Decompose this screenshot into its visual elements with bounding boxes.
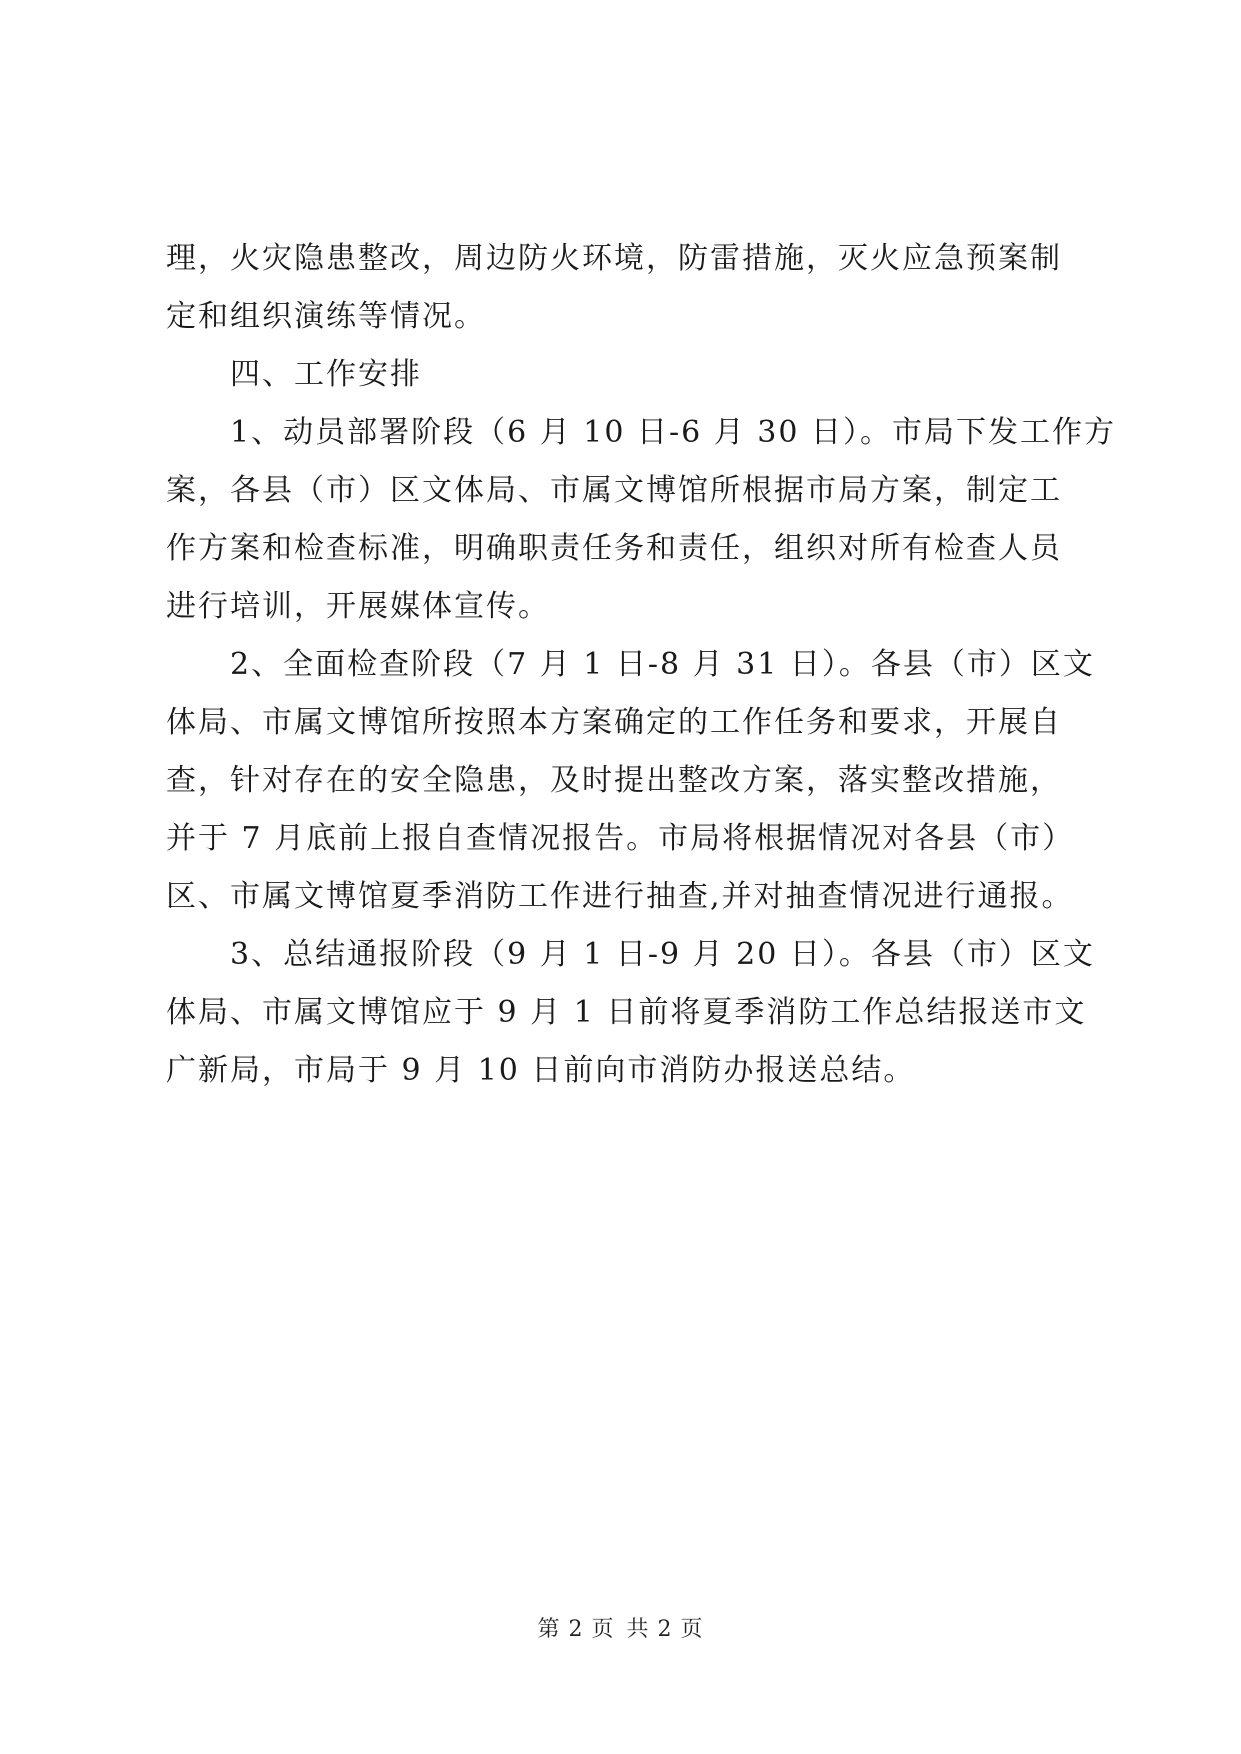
text-line-14: 体局、市属文博馆应于 9 月 1 日前将夏季消防工作总结报送市文 xyxy=(166,995,1087,1030)
text-line-15: 广新局，市局于 9 月 10 日前向市消防办报送总结。 xyxy=(166,1053,916,1088)
text-line-5: 案，各县（市）区文体局、市属文博馆所根据市局方案，制定工 xyxy=(166,473,1062,508)
section-heading-work-arrangement: 四、工作安排 xyxy=(230,357,422,392)
text-line-11: 并于 7 月底前上报自查情况报告。市局将根据情况对各县（市） xyxy=(166,821,1075,856)
text-line-1: 理，火灾隐患整改，周边防火环境，防雷措施，灭火应急预案制 xyxy=(166,241,1062,276)
text-line-6: 作方案和检查标准，明确职责任务和责任，组织对所有检查人员 xyxy=(166,531,1062,566)
text-line-2: 定和组织演练等情况。 xyxy=(166,299,486,334)
text-line-7: 进行培训，开展媒体宣传。 xyxy=(166,589,550,624)
text-line-8: 2、全面检查阶段（7 月 1 日-8 月 31 日）。各县（市）区文 xyxy=(230,647,1095,682)
text-line-13: 3、总结通报阶段（9 月 1 日-9 月 20 日）。各县（市）区文 xyxy=(230,937,1095,972)
text-line-9: 体局、市属文博馆所按照本方案确定的工作任务和要求，开展自 xyxy=(166,705,1062,740)
text-line-12: 区、市属文博馆夏季消防工作进行抽查,并对抽查情况进行通报。 xyxy=(166,879,1074,914)
body-text xyxy=(166,230,1116,1100)
page-footer xyxy=(0,1612,1241,1643)
text-line-4: 1、动员部署阶段（6 月 10 日-6 月 30 日）。市局下发工作方 xyxy=(230,415,1116,450)
page-total: 共 2 页 xyxy=(626,1617,704,1642)
page-number: 第 2 页 xyxy=(537,1617,615,1642)
text-line-10: 查，针对存在的安全隐患，及时提出整改方案，落实整改措施， xyxy=(166,763,1062,798)
